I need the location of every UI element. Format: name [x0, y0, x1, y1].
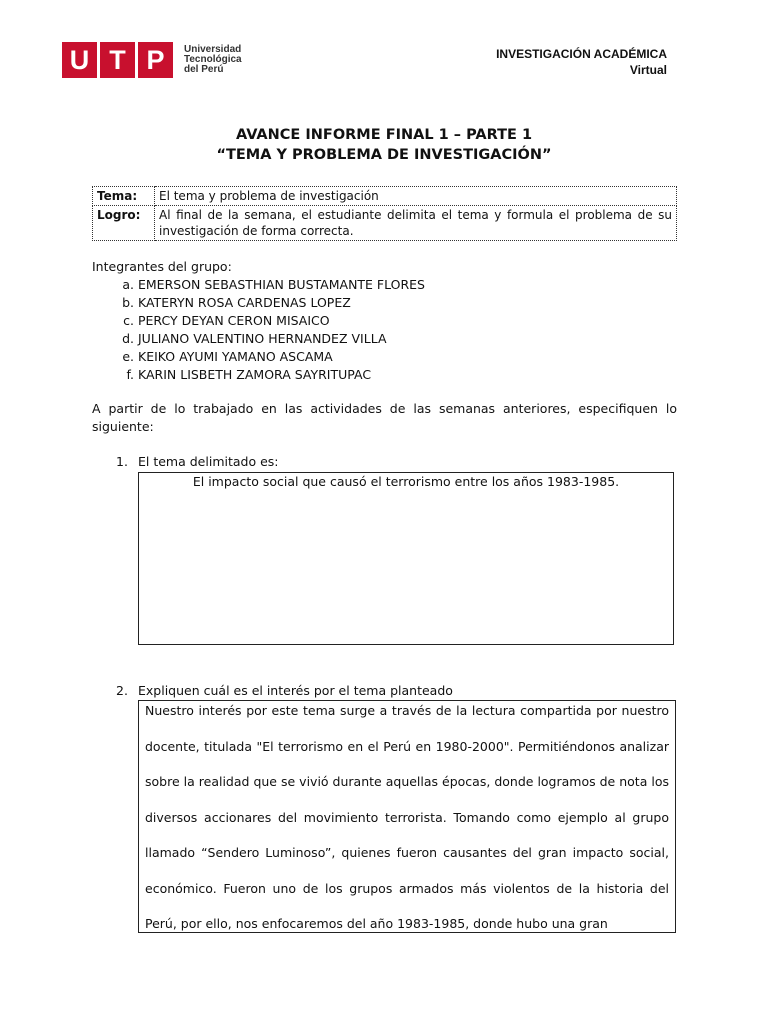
answer-box-2: [138, 700, 676, 933]
logo-line: del Perú: [184, 64, 224, 75]
logo-letter: P: [138, 42, 173, 78]
list-item: e. KEIKO AYUMI YAMANO ASCAMA: [138, 348, 425, 366]
row-key: Tema:: [93, 187, 155, 206]
list-item: c. PERCY DEYAN CERON MISAICO: [138, 312, 425, 330]
row-value: El tema y problema de investigación: [155, 187, 677, 206]
row-value: Al final de la semana, el estudiante delimita el tema y formula el problema de su investigación de forma correcta.: [155, 206, 677, 241]
answer-text: Nuestro interés por este tema surge a través de la lectura compartida por nuestro docente, titulada "El terrorismo en el Perú en 1980-2000". Permitiéndonos analizar sobre la realidad que se vivió durante aquellas épocas, donde logramos de nota los diversos accionares del movimiento terrorista. Tomando como ejemplo al grupo llamado “Sendero Luminoso”, quienes fueron causantes del gran impacto social, económico. Fueron uno de los grupos armados más violentos de la historia del Perú, por ello, nos enfocaremos del año 1983-1985, donde hubo una gran: [145, 703, 669, 931]
question-2-label: [116, 682, 453, 700]
course-header: [496, 46, 667, 78]
question-text: El tema delimitado es:: [138, 454, 279, 469]
logo-letter: U: [62, 42, 97, 78]
answer-text: El impacto social que causó el terrorismo entre los años 1983-1985.: [192, 474, 620, 489]
question-number: 1.: [116, 454, 128, 469]
logo-line: Universidad: [184, 44, 242, 55]
intro-paragraph: A partir de lo trabajado en las actividades de las semanas anteriores, especifiquen lo siguiente:: [92, 401, 677, 434]
members-section: [92, 258, 425, 384]
row-key: Logro:: [93, 206, 155, 241]
title-line-1: AVANCE INFORME FINAL 1 – PARTE 1: [235, 127, 533, 143]
document-title: [0, 125, 768, 165]
course-name: INVESTIGACIÓN ACADÉMICA: [496, 47, 667, 61]
list-item: d. JULIANO VALENTINO HERNANDEZ VILLA: [138, 330, 425, 348]
question-1-label: [116, 453, 279, 471]
list-item: a. EMERSON SEBASTHIAN BUSTAMANTE FLORES: [138, 276, 425, 294]
table-row: [93, 206, 677, 241]
members-list: [92, 276, 425, 384]
question-text: Expliquen cuál es el interés por el tema planteado: [138, 683, 453, 698]
title-line-2: “TEMA Y PROBLEMA DE INVESTIGACIÓN”: [216, 147, 552, 163]
members-heading: Integrantes del grupo:: [92, 259, 232, 274]
utp-logo: [62, 42, 242, 78]
answer-box-1: [138, 472, 674, 645]
course-mode: Virtual: [629, 63, 667, 77]
logo-line: Tecnológica: [184, 54, 242, 65]
list-item: b. KATERYN ROSA CARDENAS LOPEZ: [138, 294, 425, 312]
list-item: f. KARIN LISBETH ZAMORA SAYRITUPAC: [138, 366, 425, 384]
logo-letter: T: [100, 42, 135, 78]
logo-text: [184, 45, 242, 75]
question-number: 2.: [116, 683, 128, 698]
table-row: [93, 187, 677, 206]
info-table: [92, 186, 677, 241]
